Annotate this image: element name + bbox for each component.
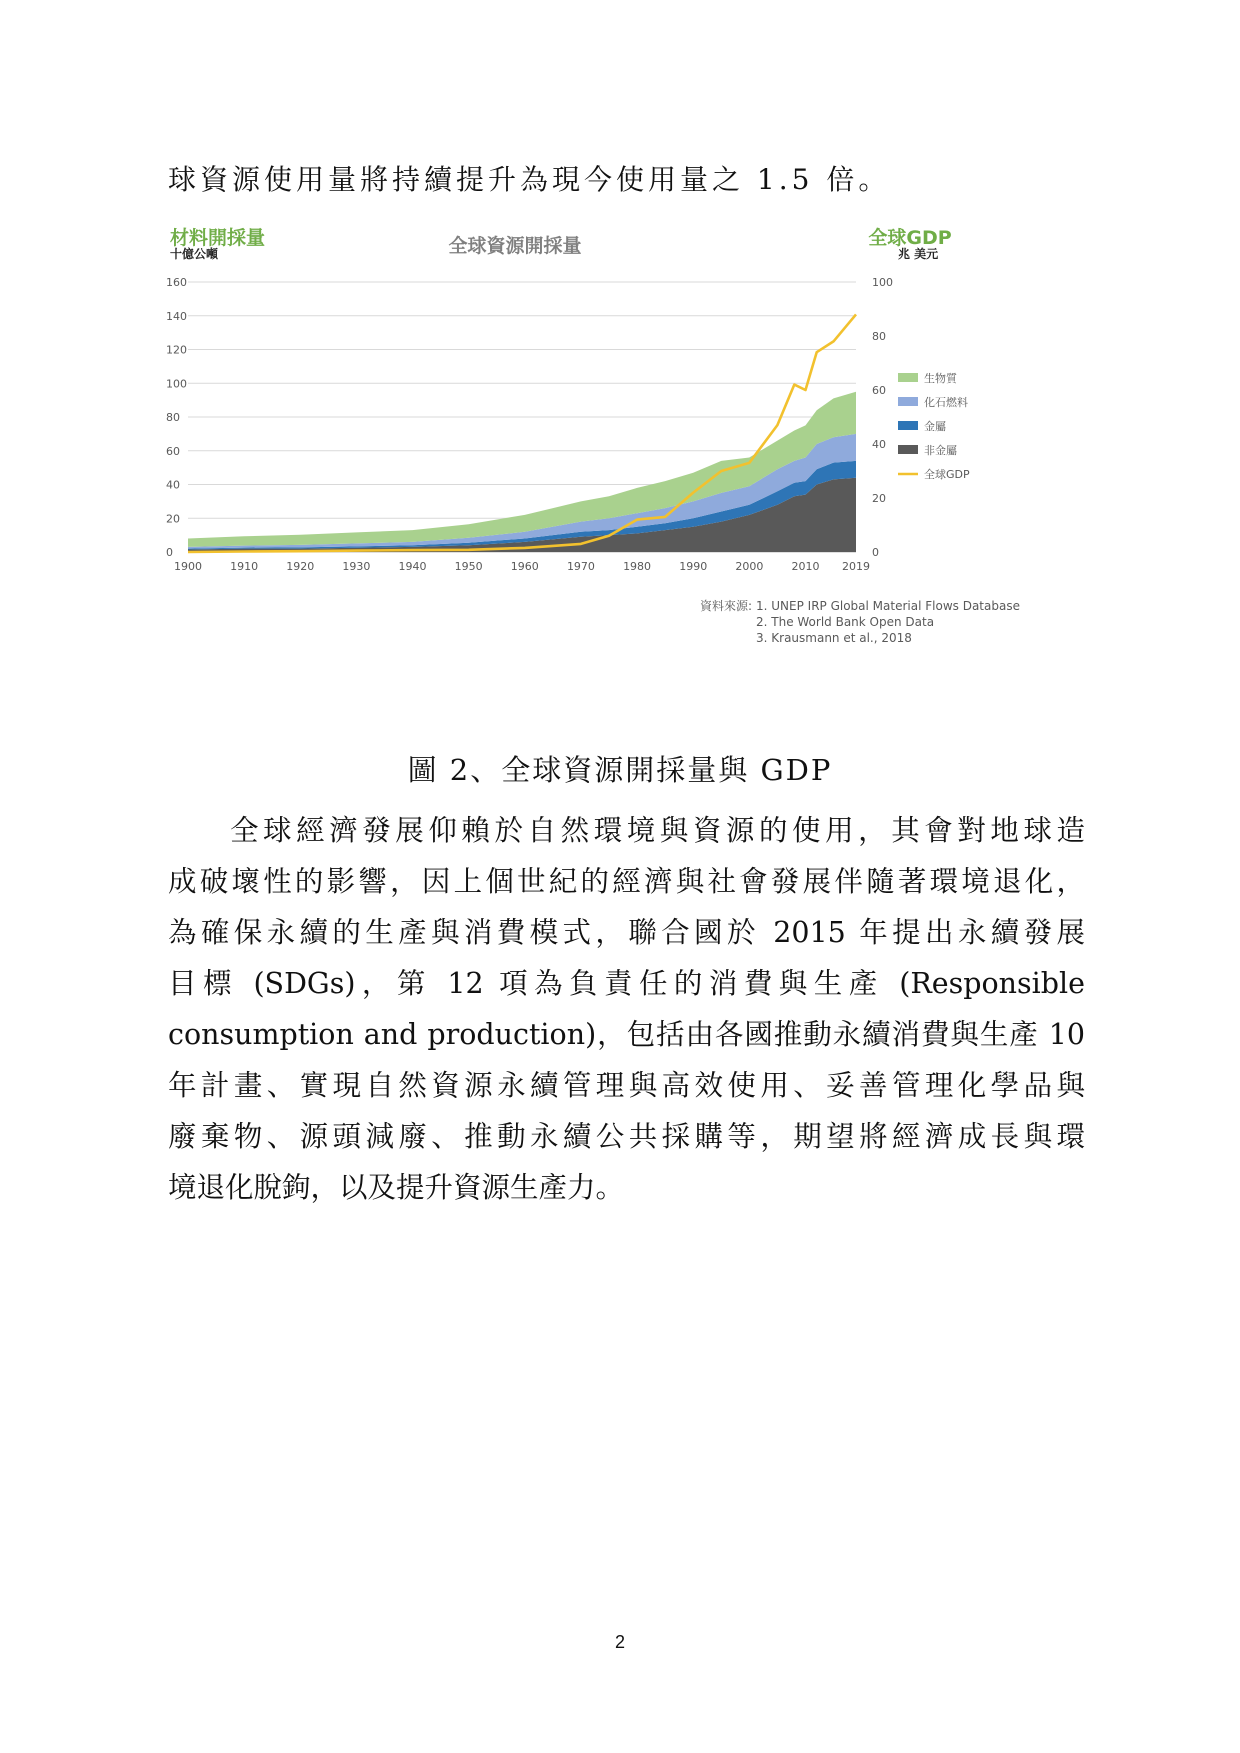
legend-label: 金屬 — [924, 420, 946, 433]
y-left-tick-label: 160 — [166, 276, 187, 289]
legend-swatch — [898, 445, 918, 454]
chart-svg — [160, 227, 1060, 710]
y-left-tick-label: 80 — [166, 411, 180, 424]
y-right-unit: 兆 美元 — [898, 247, 939, 261]
y-left-tick-label: 60 — [166, 444, 180, 458]
x-tick-label: 1980 — [623, 560, 652, 573]
intro-line: 球資源使用量將持續提升為現今使用量之 1.5 倍。 — [168, 163, 891, 196]
page-number: 2 — [614, 1632, 625, 1652]
y-right-tick-label: 60 — [872, 384, 886, 397]
x-tick-label: 1940 — [398, 560, 427, 573]
y-left-tick-label: 140 — [166, 309, 187, 323]
y-left-tick-label: 0 — [166, 546, 173, 559]
source-1: 1. UNEP IRP Global Material Flows Database — [756, 599, 1020, 613]
y-left-unit: 十億公噸 — [170, 247, 219, 261]
paragraph-line: 全球經濟發展仰賴於自然環境與資源的使用，其會對地球造 — [230, 814, 1085, 847]
paragraph-line: 年計畫、實現自然資源永續管理與高效使用、妥善管理化學品與 — [168, 1069, 1085, 1102]
y-left-tick-label: 20 — [166, 512, 180, 526]
figure-caption: 圖 2、全球資源開採量與 GDP — [407, 753, 833, 787]
x-tick-label: 1930 — [342, 560, 371, 573]
source-label: 資料來源: — [700, 599, 753, 613]
y-right-tick-label: 80 — [872, 330, 886, 343]
x-tick-label: 1950 — [454, 560, 483, 573]
y-left-tick-label: 100 — [166, 377, 187, 391]
source-3: 3. Krausmann et al., 2018 — [756, 631, 912, 645]
source-2: 2. The World Bank Open Data — [756, 615, 935, 629]
legend-label: 非金屬 — [924, 444, 957, 457]
x-tick-label: 1900 — [174, 560, 202, 573]
y-left-tick-label: 120 — [166, 343, 187, 357]
y-left-title: 材料開採量 — [170, 227, 266, 249]
y-right-tick-label: 0 — [872, 546, 879, 559]
legend-swatch — [898, 421, 918, 430]
legend-label: 全球GDP — [924, 468, 970, 481]
legend-swatch — [898, 397, 918, 406]
y-left-tick-label: 40 — [166, 478, 180, 492]
paragraph-line: 為確保永續的生產與消費模式，聯合國於 2015 年提出永續發展 — [168, 916, 1085, 949]
x-tick-label: 1990 — [679, 560, 708, 573]
legend-label: 生物質 — [924, 372, 957, 385]
legend-swatch — [898, 373, 918, 382]
x-tick-label: 1970 — [566, 560, 595, 573]
y-right-tick-label: 100 — [872, 276, 893, 289]
x-tick-label: 1960 — [510, 560, 539, 573]
legend-label: 化石燃料 — [924, 396, 968, 409]
y-right-tick-label: 40 — [872, 438, 886, 451]
paragraph-line: 廢棄物、源頭減廢、推動永續公共採購等，期望將經濟成長與環 — [168, 1120, 1085, 1153]
resource-extraction-chart — [160, 227, 1060, 710]
x-tick-label: 2019 — [842, 560, 870, 573]
paragraph-line: 境退化脫鉤，以及提升資源生產力。 — [168, 1171, 625, 1204]
body-paragraph — [168, 805, 1085, 1213]
paragraph-line: 成破壞性的影響，因上個世紀的經濟與社會發展伴隨著環境退化， — [168, 865, 1085, 898]
chart-title: 全球資源開採量 — [448, 235, 582, 257]
y-right-tick-label: 20 — [872, 492, 886, 505]
y-right-title: 全球GDP — [868, 227, 952, 249]
x-tick-label: 1910 — [230, 560, 259, 573]
x-tick-label: 2000 — [735, 560, 764, 573]
x-tick-label: 2010 — [791, 560, 820, 573]
paragraph-line: consumption and production)，包括由各國推動永續消費與生產 10 — [168, 1018, 1085, 1051]
paragraph-line: 目標 (SDGs)，第 12 項為負責任的消費與生產 (Responsible — [168, 967, 1085, 1000]
x-tick-label: 1920 — [286, 560, 315, 573]
